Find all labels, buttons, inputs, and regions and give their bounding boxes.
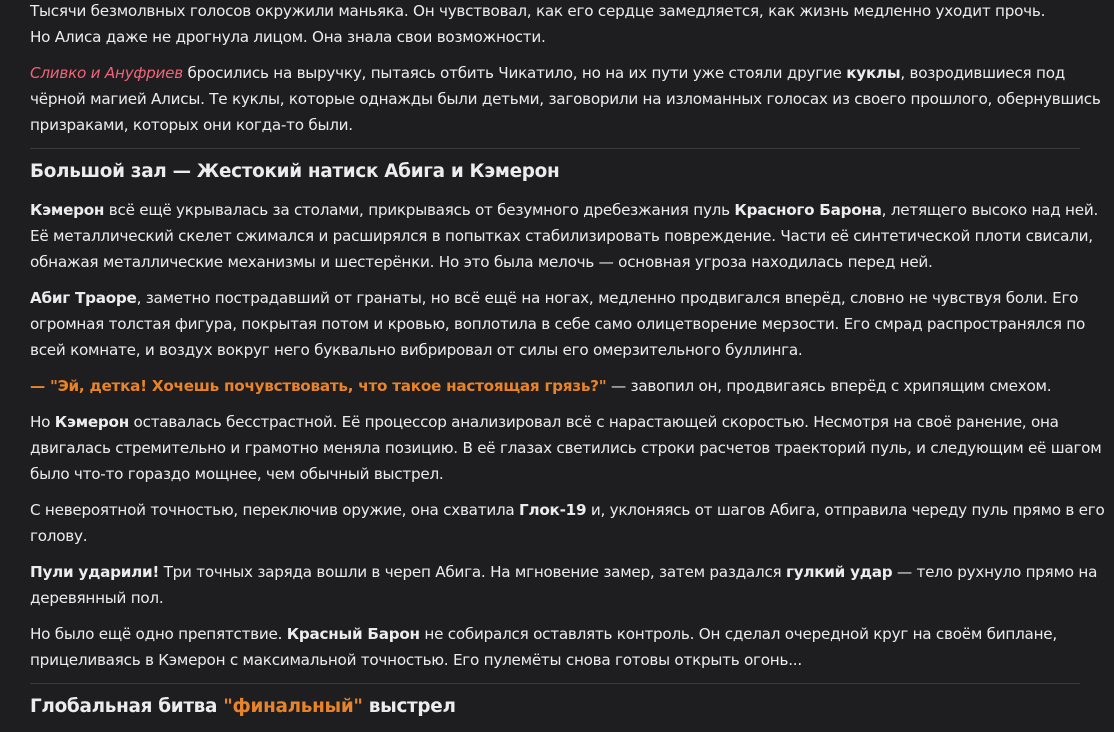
paragraph-1 <box>30 0 1108 50</box>
bullets-hit-bold: Пули ударили! <box>30 563 160 581</box>
names-italic: Сливко и Ануфриев <box>30 64 183 82</box>
glock-bold: Глок-19 <box>519 501 587 519</box>
p3-text-2: , летящего высоко над ней. Её металлический скелет сжимался и расширялся в попытках стабилизировать повреждение. Части её синтетической плоти свисали, обнажая металлические механизмы и шестерёнки. Но это была мелочь — основная угроза находилась перед ней. <box>30 201 1099 271</box>
thud-bold: гулкий удар <box>786 563 893 581</box>
p6-text-1: оставалась бесстрастной. Её процессор анализировал всё с нарастающей скоростью. Несмотря на своё ранение, она двигалась стремительно и грамотно меняла позицию. В её глазах светились строки расчетов траекторий пуль, и следующим её шагом было что-то гораздо мощнее, чем обычный выстрел. <box>30 413 1102 483</box>
cameron-bold: Кэмерон <box>54 413 129 431</box>
paragraph-3 <box>30 197 1108 275</box>
dialogue-dash: — <box>30 377 50 395</box>
baron-bold: Красного Барона <box>734 201 882 219</box>
paragraph-7 <box>30 497 1108 549</box>
paragraph-5-dialogue <box>30 373 1108 399</box>
section-divider <box>30 148 1080 149</box>
p1-line2: Но Алиса даже не дрогнула лицом. Она знала свои возможности. <box>30 28 546 46</box>
p4-text-1: , заметно пострадавший от гранаты, но всё ещё на ногах, медленно продвигался вперёд, словно не чувствуя боли. Его огромная толстая фигура, покрытая потом и кровью, воплотила в себе само олицетворение мерзости. Его смрад распространялся по всей комнате, и воздух вокруг него буквально вибрировал от силы его омерзительного буллинга. <box>30 289 1086 359</box>
p1-line1: Тысячи безмолвных голосов окружили маньяка. Он чувствовал, как его сердце замедляется, как жизнь медленно уходит прочь. <box>30 2 1046 20</box>
p5-text-1: — завопил он, продвигаясь вперёд с хрипящим смехом. <box>606 377 1052 395</box>
p8-text-1: Три точных заряда вошли в череп Абига. На мгновение замер, затем раздался <box>159 563 787 581</box>
abig-bold: Абиг Траоре <box>30 289 137 307</box>
story-content <box>30 0 1108 732</box>
p9-text-0: Но было ещё одно препятствие. <box>30 625 287 643</box>
section-heading-great-hall: Большой зал — Жестокий натиск Абига и Кэмерон <box>30 161 560 182</box>
heading2-text-0: Глобальная битва <box>30 696 224 717</box>
p8-text-2: — тело рухнуло прямо на деревянный пол. <box>30 563 1098 607</box>
p9-text-1: не собирался оставлять контроль. Он сделал очередной круг на своём биплане, прицеливаясь в Кэмерон с максимальной точностью. Его пулемёты снова готовы открыть огонь... <box>30 625 1057 669</box>
paragraph-4 <box>30 285 1108 363</box>
p7-text-0: С невероятной точностью, переключив оружие, она схватила <box>30 501 520 519</box>
p3-text-1: всё ещё укрывалась за столами, прикрываясь от безумного дребезжания пуль <box>104 201 735 219</box>
heading2-text-1: выстрел <box>362 696 456 717</box>
paragraph-6 <box>30 409 1108 487</box>
baron-bold: Красный Барон <box>286 625 420 643</box>
dolls-bold: куклы <box>846 64 901 82</box>
p2-text-2: , возродившиеся под чёрной магией Алисы. Те куклы, которые однажды были детьми, заговорили на изломанных голосах из своего прошлого, обернувшись призраками, которых они когда-то были. <box>30 64 1101 134</box>
paragraph-2 <box>30 60 1108 138</box>
paragraph-9 <box>30 621 1108 673</box>
cameron-bold: Кэмерон <box>30 201 105 219</box>
section-heading-final-shot <box>30 694 1108 720</box>
paragraph-8 <box>30 559 1108 611</box>
section-divider <box>30 683 1080 684</box>
p6-text-0: Но <box>30 413 55 431</box>
p2-text-1: бросились на выручку, пытаясь отбить Чикатило, но на их пути уже стояли другие <box>182 64 847 82</box>
heading2-quote: "финальный" <box>223 696 363 717</box>
dialogue-quote: "Эй, детка! Хочешь почувствовать, что такое настоящая грязь?" <box>49 377 607 395</box>
p7-text-1: и, уклоняясь от шагов Абига, отправила череду пуль прямо в его голову. <box>30 501 1105 545</box>
